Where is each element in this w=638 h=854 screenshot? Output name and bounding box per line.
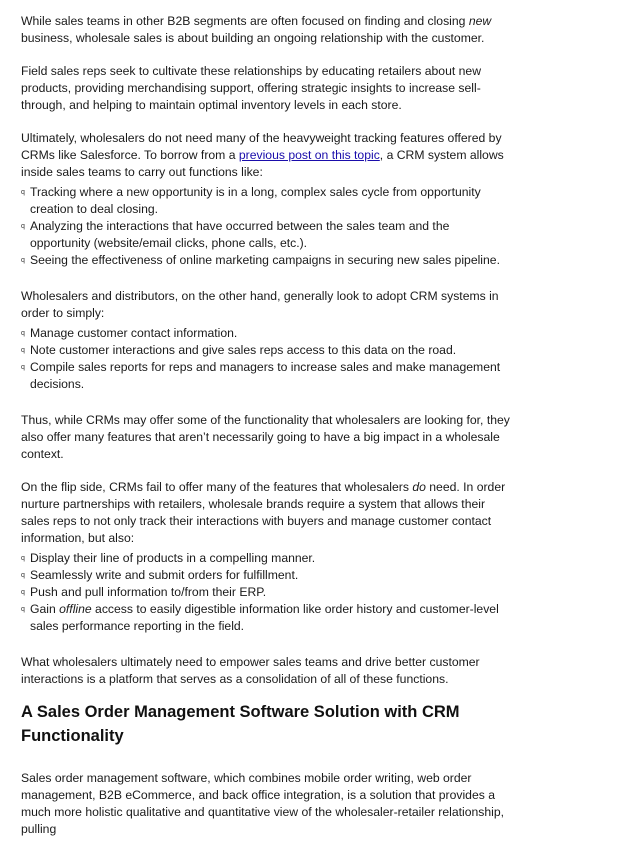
paragraph-what-wholesalers-need: What wholesalers ultimately need to empower sales teams and drive better customer interactions is a platform that serves as a consolidation of all of these functions. (21, 655, 480, 686)
emphasis-new: new (468, 14, 492, 28)
paragraph-flip-side: On the flip side, CRMs fail to offer many of the features that wholesalers do need. In order nurture partnerships with retailers, wholesale brands require a system that allows their sales reps to not only track their interactions with buyers and manage customer contact information, but also: (21, 480, 506, 545)
list-item: q Seeing the effectiveness of online marketing campaigns in securing new sales pipeline. (21, 253, 500, 267)
list-item: q Compile sales reports for reps and managers to increase sales and make management decisions. (21, 360, 501, 391)
document-page (21, 13, 511, 854)
emphasis-do: do (412, 480, 426, 494)
list-item: q Manage customer contact information. (21, 326, 238, 340)
crm-functions-list (21, 184, 511, 269)
list-item: q Analyzing the interactions that have occurred between the sales team and the opportunity (website/email clicks, phone calls, etc.). (21, 219, 450, 250)
list-item: q Gain offline access to easily digestible information like order history and customer-level sales performance reporting in the field. (21, 602, 499, 633)
list-item: q Note customer interactions and give sales reps access to this data on the road. (21, 343, 457, 357)
paragraph-sales-order-management: Sales order management software, which combines mobile order writing, web order management, B2B eCommerce, and back office integration, is a solution that provides a much more holistic qualitative and quantitative view of the wholesaler-retailer relationship, pulling (21, 771, 505, 836)
checkbox-bullet-icon: q (21, 606, 25, 613)
paragraph-thus: Thus, while CRMs may offer some of the functionality that wholesalers are looking for, they also offer many features that aren’t necessarily going to have a big impact in a wholesale context. (21, 413, 510, 461)
emphasis-offline: offline (59, 602, 92, 616)
list-item: q Seamlessly write and submit orders for fulfillment. (21, 568, 299, 582)
checkbox-bullet-icon: q (21, 572, 25, 579)
previous-post-link[interactable]: previous post on this topic (238, 148, 380, 162)
checkbox-bullet-icon: q (21, 257, 25, 264)
checkbox-bullet-icon: q (21, 330, 25, 337)
list-item: q Push and pull information to/from their ERP. (21, 585, 267, 599)
paragraph-ultimately: Ultimately, wholesalers do not need many of the heavyweight tracking features offered by CRMs like Salesforce. To borrow from a previous post on this topic, a CRM system allows inside sales teams to carry out functions like: (21, 131, 504, 179)
checkbox-bullet-icon: q (21, 364, 25, 371)
section-heading: A Sales Order Management Software Solution with CRM Functionality (21, 703, 460, 745)
checkbox-bullet-icon: q (21, 589, 25, 596)
paragraph-intro: While sales teams in other B2B segments are often focused on finding and closing new business, wholesale sales is about building an ongoing relationship with the customer. (21, 14, 492, 45)
missing-features-list (21, 550, 511, 635)
paragraph-field-sales: Field sales reps seek to cultivate these relationships by educating retailers about new products, providing merchandising support, offering strategic insights to increase sell-through, and helping to maintain optimal inventory levels in each store. (21, 64, 481, 112)
checkbox-bullet-icon: q (21, 347, 25, 354)
paragraph-wholesalers: Wholesalers and distributors, on the other hand, generally look to adopt CRM systems in order to simply: (21, 289, 499, 320)
checkbox-bullet-icon: q (21, 189, 25, 196)
list-item: q Tracking where a new opportunity is in a long, complex sales cycle from opportunity creation to deal closing. (21, 185, 481, 216)
checkbox-bullet-icon: q (21, 555, 25, 562)
checkbox-bullet-icon: q (21, 223, 25, 230)
list-item: q Display their line of products in a compelling manner. (21, 551, 316, 565)
wholesaler-needs-list (21, 325, 511, 393)
